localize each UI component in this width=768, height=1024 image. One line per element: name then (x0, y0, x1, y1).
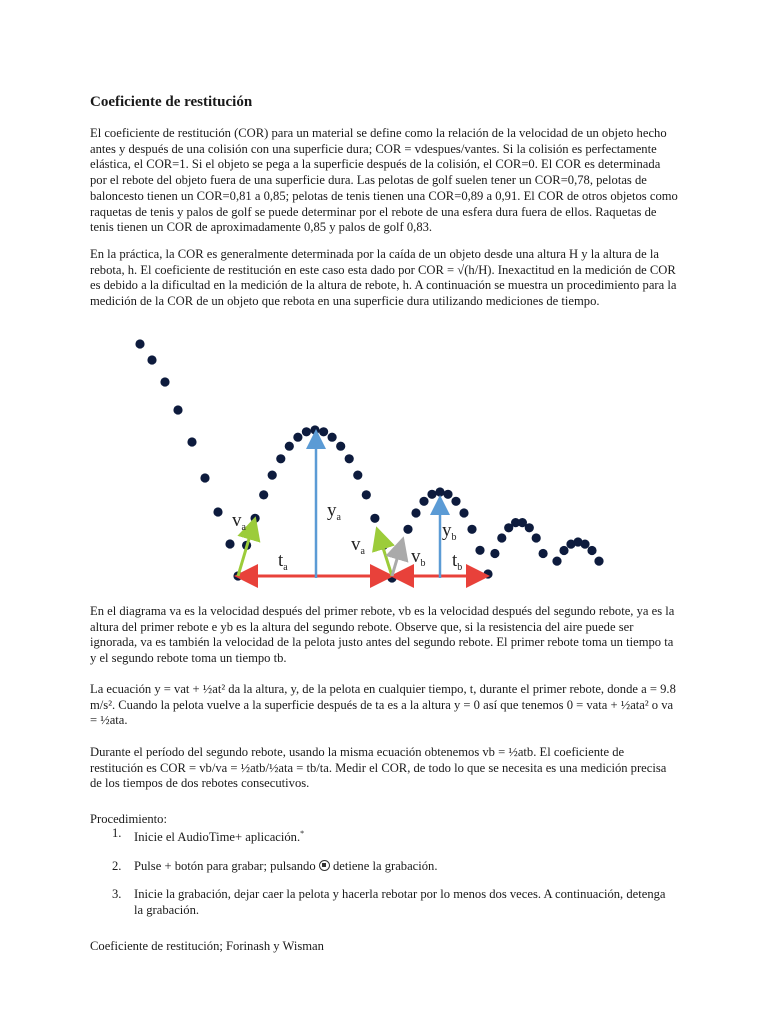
ball-dot (403, 525, 412, 534)
ball-dot (147, 355, 156, 364)
label-vb: $v_b$ (411, 546, 426, 569)
ball-dot (559, 546, 568, 555)
ball-dot (532, 533, 541, 542)
ball-dot (552, 557, 561, 566)
ball-dot (268, 471, 277, 480)
ball-dot (435, 487, 444, 496)
ball-dot (497, 533, 506, 542)
step-text-continued: detiene la grabación. (332, 858, 438, 873)
ball-dot (594, 557, 603, 566)
ball-dot (187, 437, 196, 446)
ball-dot (411, 508, 420, 517)
ball-dot (345, 454, 354, 463)
paragraph-cor-definition: El coeficiente de restitución (COR) para un material se define como la relación de la velocidad de un objeto hecho antes y después de una colisión con una superficie dura; COR = vdespues/vantes. Si la colisión es perfectamente elástica, el COR=1. Si el objeto se pega a la superficie después de la colisión, el COR=0. El COR es determinada por el rebote del objeto fuera de una superficie dura. Las pelotas de golf suelen tener un COR=0,78, pelotas de baloncesto tienen un COR=0,81 a 0,85; pelotas de tenis tienen una COR=0,89 a 0,91. El COR de otros objetos como raquetas de tenis y palos de golf se puede determinar por el rebote de una esfera dura fuera de ellos. Raquetas de tenis tienen un COR de aproximadamente 0,85 y palos de golf 0,83. (90, 126, 678, 235)
ball-dot (370, 514, 379, 523)
label-tb: $t_b$ (452, 550, 463, 573)
ball-dot (319, 427, 328, 436)
ball-dot (483, 569, 492, 578)
ball-dot (336, 442, 345, 451)
ball-dot (276, 454, 285, 463)
bounce-diagram (130, 330, 616, 592)
ball-dot (173, 405, 182, 414)
step-text: Inicie el AudioTime+ aplicación. (134, 830, 301, 845)
stop-record-icon (319, 860, 330, 871)
label-ta: $t_a$ (278, 550, 288, 573)
ball-dot (225, 539, 234, 548)
ball-dot (525, 523, 534, 532)
label-yb: $y_b$ (442, 520, 457, 543)
ball-dot (451, 497, 460, 506)
paragraph-height-equation: La ecuación y = vat + ½at² da la altura, y, de la pelota en cualquier tiempo, t, durante el primer rebote, donde a = 9.8 m/s². Cuando la pelota vuelve a la superficie después de ta es a la altura y = 0 así que tenemos 0 = vata + ½ata² o va = ½ata. (90, 682, 676, 728)
ball-dot (259, 490, 268, 499)
ball-dot (213, 507, 222, 516)
procedure-list (112, 826, 672, 931)
ball-dot (285, 442, 294, 451)
ball-dot (580, 540, 589, 549)
ball-dot (490, 549, 499, 558)
label-va-impact: $v_a$ (351, 534, 365, 557)
ball-positions (135, 339, 603, 582)
step-text: Inicie la grabación, dejar caer la pelota y hacerla rebotar por lo menos dos veces. A continuación, detenga la grabación. (134, 887, 666, 917)
ball-dot (353, 471, 362, 480)
page-title: Coeficiente de restitución (90, 94, 253, 110)
ball-dot (587, 546, 596, 555)
ball-dot (362, 490, 371, 499)
ball-dot (427, 490, 436, 499)
ball-dot (443, 490, 452, 499)
ball-dot (135, 339, 144, 348)
procedure-heading: Procedimiento: (90, 812, 167, 826)
ball-dot (302, 427, 311, 436)
ball-dot (160, 377, 169, 386)
ball-dot (293, 433, 302, 442)
list-item (112, 887, 672, 918)
ball-dot (251, 514, 260, 523)
page-footer: Coeficiente de restitución; Forinash y Wisman (90, 939, 324, 953)
va-arrow-impact (378, 532, 392, 576)
paragraph-diagram-explanation: En el diagrama va es la velocidad después del primer rebote, vb es la velocidad después del segundo rebote, ya es la altura del primer rebote e yb es la altura del segundo rebote. Observe que, si la resistencia del aire puede ser ignorada, va es también la velocidad de la pelota justo antes del segundo rebote. El primer rebote toma un tiempo ta y el segundo rebote toma un tiempo tb. (90, 604, 675, 666)
ball-dot (419, 497, 428, 506)
ball-dot (200, 473, 209, 482)
list-item (112, 859, 672, 875)
ball-dot (539, 549, 548, 558)
step-text: Pulse + botón para grabar; pulsando (134, 858, 316, 873)
ball-dot (475, 546, 484, 555)
ball-dot (310, 425, 319, 434)
ball-dot (459, 508, 468, 517)
ball-dot (467, 525, 476, 534)
bounce-diagram-svg (130, 330, 616, 592)
step-number: 2. (112, 858, 122, 873)
paragraph-cor-practice: En la práctica, la COR es generalmente determinada por la caída de un objeto desde una altura H y la altura de la rebota, h. El coeficiente de restitución en este caso esta dado por COR = √(h/H). Inexactitud en la medición de COR es debido a la dificultad en la medición de la altura de rebote, h. A continuación se muestra un procedimiento para la medición de la COR de un objeto que rebota en una superficie dura utilizando mediciones de tiempo. (90, 247, 677, 309)
step-number: 1. (112, 826, 122, 840)
label-ya: $y_a$ (327, 500, 341, 523)
paragraph-second-bounce: Durante el período del segundo rebote, usando la misma ecuación obtenemos vb = ½atb. El coeficiente de restitución es COR = vb/va = ½atb/½ata = tb/ta. Medir el COR, de todo lo que se necesita es una medición precisa de los tiempos de dos rebotes consecutivos. (90, 745, 667, 791)
ball-dot (328, 433, 337, 442)
label-va-first: $v_a$ (232, 510, 246, 533)
footnote-mark: * (300, 829, 305, 838)
list-item (112, 826, 672, 846)
step-number: 3. (112, 887, 122, 902)
